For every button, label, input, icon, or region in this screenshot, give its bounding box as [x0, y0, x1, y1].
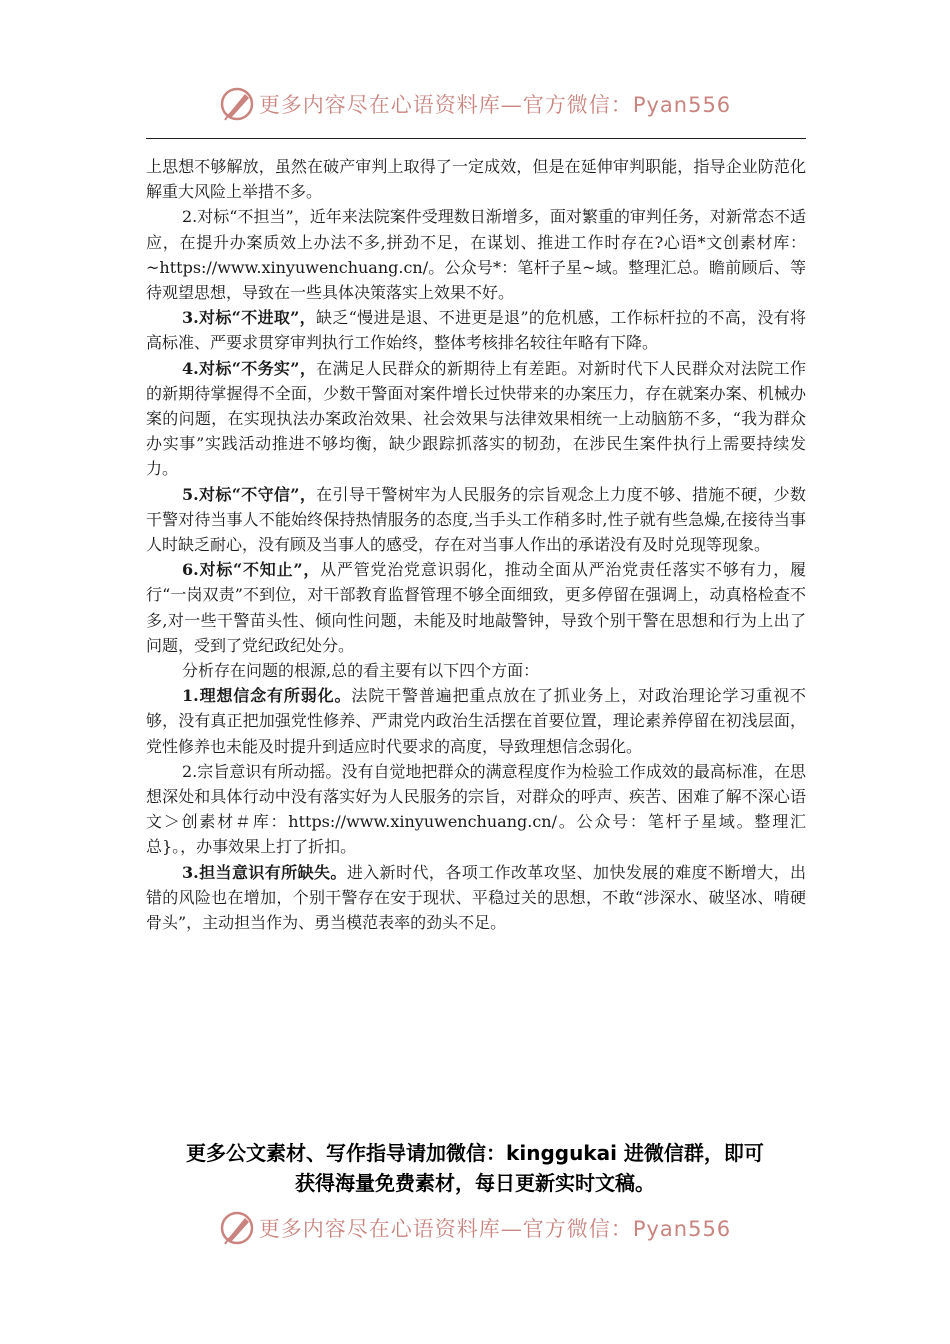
paragraph-heading: 3.担当意识有所缺失。 [182, 862, 347, 882]
paragraph-text: 缺乏“慢进是退、不进更是退”的危机感，工作标杆拉的不高，没有将高标准、严要求贯穿审判执行工作始终，整体考核排名较往年略有下降。 [146, 308, 806, 353]
paragraph [146, 860, 806, 936]
paragraph [146, 204, 806, 305]
paragraph-text: 法院干警普遍把重点放在了抓业务上，对政治理论学习重视不够，没有真正把加强党性修养、严肃党内政治生活摆在首要位置，理论素养停留在初浅层面，党性修养也未能及时提升到适应时代要求的高度，导致理想信念弱化。 [146, 686, 806, 756]
paragraph [146, 557, 806, 658]
paragraph-heading: 6.对标“不知止”， [182, 560, 321, 580]
pen-logo-icon [219, 86, 255, 122]
paragraph [146, 305, 806, 355]
paragraph-text: 在满足人民群众的新期待上有差距。对新时代下人民群众对法院工作的新期待掌握得不全面，少数干警面对案件增长过快带来的办案压力，存在就案办案、机械办案的问题，在实现执法办案政治效果、社会效果与法律效果相统一上动脑筋不多，“我为群众办实事”实践活动推进不够均衡，缺少跟踪抓落实的韧劲，在涉民生案件执行上需要持续发力。 [146, 358, 806, 479]
paragraph-text: 2.对标“不担当” [182, 207, 294, 227]
header-banner-text: 更多内容尽在心语资料库—官方微信：Pyan556 [258, 93, 732, 117]
promo-note [0, 1138, 950, 1198]
paragraph-text: 从严管党治党意识弱化，推动全面从严治党责任落实不够有力，履行“一岗双责”不到位，对干部教育监督管理不够全面细致，更多停留在强调上，动真格检查不多,对一些干警苗头性、倾向性问题，未能及时地敲警钟，导致个别干警在思想和行为上出了问题，受到了党纪政纪处分。 [146, 560, 806, 655]
paragraph-heading: 5.对标“不守信”， [182, 484, 317, 504]
paragraph-text: 2.宗旨意识有所动摇。没有自觉地把群众的满意程度作为检验工作成效的最高标准，在思想深处和具体行动中没有落实好为人民服务的宗旨，对群众的呼声、疾苦、困难了解不深心语文＞创素材＃库：https://www.xinyuwenchuang.cn/。公众号：笔杆子星域。整理汇总}。，办事效果上打了折扣。 [146, 761, 806, 857]
footer-banner-text: 更多内容尽在心语资料库—官方微信：Pyan556 [258, 1217, 732, 1241]
paragraph-heading: 4.对标“不务实”， [182, 358, 317, 378]
promo-line-1: 更多公文素材、写作指导请加微信：kinggukai 进微信群，即可 [186, 1141, 764, 1165]
header-banner [0, 82, 950, 126]
pen-logo-icon [219, 1210, 255, 1246]
footer-banner [0, 1206, 950, 1250]
paragraph [146, 356, 806, 482]
paragraph-heading: 3.对标“不进取”， [182, 308, 316, 328]
document-body [146, 154, 806, 935]
paragraph [146, 683, 806, 759]
paragraph [146, 154, 806, 204]
paragraph-text: 上思想不够解放，虽然在破产审判上取得了一定成效，但是在延伸审判职能，指导企业防范化解重大风险上举措不多。 [146, 157, 806, 202]
paragraph-text: 分析存在问题的根源,总的看主要有以下四个方面： [182, 661, 540, 681]
paragraph-text: ，近年来法院案件受理数日渐增多，面对繁重的审判任务，对新常态不适应，在提升办案质效上办法不多,拼劲不足，在谋划、推进工作时存在?心语*文创素材库：~https://www.xinyuwenchuang.cn/。公众号*：笔杆子星~域。整理汇总。瞻前顾后、等待观望思想，导致在一些具体决策落实上效果不好。 [146, 207, 806, 303]
promo-line-2: 获得海量免费素材，每日更新实时文稿。 [295, 1171, 655, 1195]
paragraph-heading: 1.理想信念有所弱化。 [182, 686, 352, 706]
paragraph-text: 进入新时代，各项工作改革攻坚、加快发展的难度不断增大，出错的风险也在增加，个别干警存在安于现状、平稳过关的思想，不敢“涉深水、破坚冰、啃硬骨头”，主动担当作为、勇当模范表率的劲头不足。 [146, 862, 806, 933]
header-divider [146, 138, 806, 139]
paragraph [146, 759, 806, 860]
paragraph [146, 658, 806, 683]
paragraph-text: 在引导干警树牢为人民服务的宗旨观念上力度不够、措施不硬，少数干警对待当事人不能始终保持热情服务的态度,当手头工作稍多时,性子就有些急燥,在接待当事人时缺乏耐心，没有顾及当事人的感受，存在对当事人作出的承诺没有及时兑现等现象。 [146, 484, 806, 555]
paragraph [146, 482, 806, 558]
